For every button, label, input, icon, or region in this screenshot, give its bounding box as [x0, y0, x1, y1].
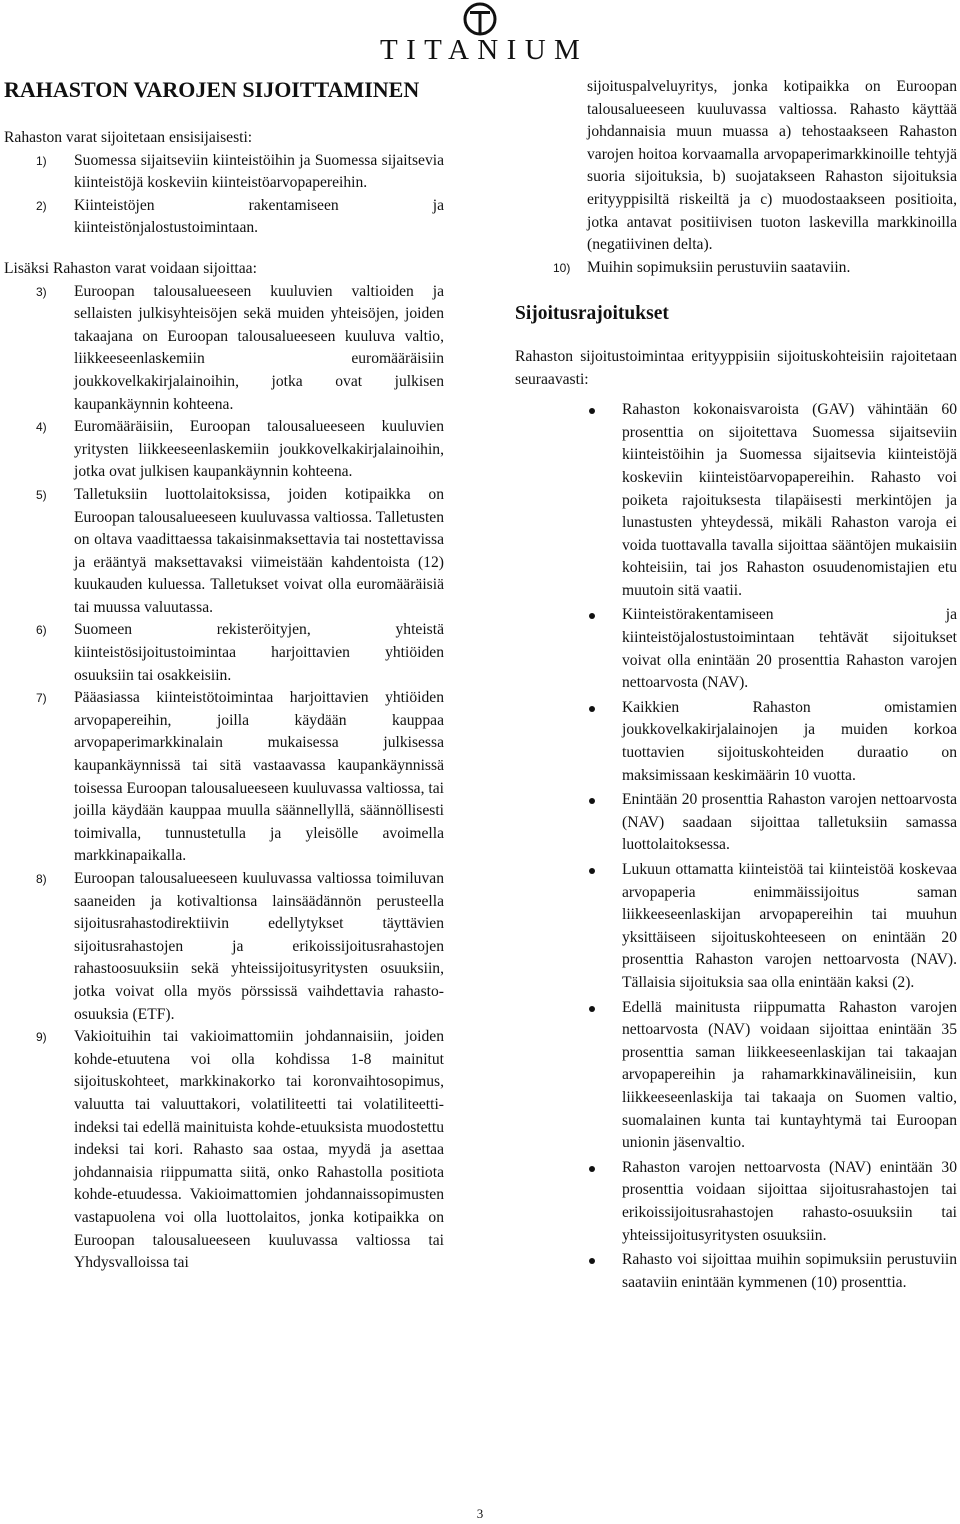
titanium-emblem-icon — [462, 2, 498, 36]
bullet-icon — [589, 1166, 595, 1172]
logo-wordmark: TITANIUM — [380, 34, 589, 66]
bullet-item: Rahasto voi sijoittaa muihin sopimuksiin perustuviin saataviin enintään kymmenen (10) prosenttia. — [515, 1249, 957, 1294]
bullet-item: Lukuun ottamatta kiinteistöä tai kiinteistöä koskevaa arvopaperia enimmäissijoitus saman liikkeeseenlaskijan arvopapereihin tai muuhun yksittäiseen sijoituskohteeseen on enintään 20 prosenttia Rahaston varojen nettoarvosta (NAV). Tällaisia sijoituksia saa olla enintään kaksi (2). — [515, 859, 957, 995]
bullet-icon — [589, 706, 595, 712]
additional-investments-list — [4, 281, 444, 1275]
list-item: 2) Kiinteistöjen rakentamiseen ja kiinteistönjalostustoimintaan. — [36, 196, 444, 237]
list-item: 4) Euromääräisiin, Euroopan talousalueeseen kuuluvien yritysten liikkeeseenlaskemiin joukkovelkakirjalainoihin, jotka ovat julkisen kaupankäynnin kohteena. — [36, 418, 444, 481]
bullet-item: Enintään 20 prosenttia Rahaston varojen nettoarvosta (NAV) saadaan sijoittaa talletuksiin samassa luottolaitoksessa. — [515, 789, 957, 857]
list-item: 9) Vakioituihin tai vakioimattomiin johdannaisiin, joiden kohde-etuutena voi olla kohdissa 1-8 mainitut sijoituskohteet, markkinakorko tai koronvaihtosopimus, valuutta tai valuuttakori, volatiliteetti tai volatiliteetti-indeksi tai edellä mainituista kohde-etuuksista muodostettu indeksi tai kori. Rahasto saa ostaa, myydä ja asettaa johdannaisia riippumatta siitä, onko Rahastolla positiota kohde-etuudessa. Vakioimattomien johdannaissopimusten vastapuolena voi olla luottolaitos, jonka kotipaikka on Euroopan talousalueeseen kuuluvassa valtiossa tai Yhdysvalloissa tai — [36, 1028, 444, 1272]
bullet-item: Rahaston varojen nettoarvosta (NAV) enintään 30 prosenttia voidaan sijoittaa sijoitusrahastojen tai erikoissijoitusrahastojen rahasto-osuuksiin tai yhteissijoitusyritysten osuuksiin. — [515, 1157, 957, 1247]
bullet-icon — [589, 868, 595, 874]
bullet-icon — [589, 1006, 595, 1012]
restrictions-list — [515, 399, 957, 1294]
bullet-item: Rahaston kokonaisvaroista (GAV) vähintään 60 prosenttia on sijoitettava Suomessa sijaitseviin kiinteistöihin ja Suomessa sijaitsevia kiinteistöjä koskeviin kiinteistöarvopapereihin. Rahasto voi poiketa rajoituksesta tilapäisesti merkintöjen ja lunastusten yhteydessä, mikäli Rahaston varoja ei voida tuottavalla tavalla sijoittaa sääntöjen mukaisiin kohteisiin, tai jos Rahaston osuudenomistajien etu muutoin sitä vaatii. — [515, 399, 957, 602]
list-item: 3) Euroopan talousalueeseen kuuluvien valtioiden ja sellaisten julkisyhteisöjen sekä muiden yhteisöjen, joiden takaajana on Euroopan talousalueeseen kuuluva valtio, liikkeeseenlaskemiin euromääräisiin joukkovelkakirjalainoihin, jotka ovat julkisen kaupankäynnin kohteena. — [36, 282, 444, 413]
bullet-item: Kaikkien Rahaston omistamien joukkovelkakirjalainojen ja muiden korkoa tuottavien sijoituskohteiden duraatio on maksimissaan keskimäärin 10 vuotta. — [515, 697, 957, 787]
list-item: 8) Euroopan talousalueeseen kuuluvassa valtiossa toimiluvan saaneiden ja kotivaltionsa lainsäädännön perusteella sijoitusrahastodirektiivin edellytykset täyttävien sijoitusrahastojen ja erikoissijoitusrahastojen rahastoosuuksiin sekä yhteissijoitusyritysten osuuksiin, jotka voivat olla myös pörssissä vaihdettavia rahasto-osuuksia (ETF). — [36, 870, 444, 1023]
titanium-logo — [0, 0, 960, 70]
list-item: 10) Muihin sopimuksiin perustuviin saataviin. — [553, 258, 851, 276]
intro-text-2: Lisäksi Rahaston varat voidaan sijoittaa: — [4, 259, 257, 277]
list-item: 7) Pääasiassa kiinteistötoimintaa harjoittavien yhtiöiden arvopapereihin, joilla käydään kauppaa arvopaperimarkkinalain mukaisessa julkisessa kaupankäynnissä tai sitä vastaavassa kaupankäynnissä toisessa Euroopan talousalueeseen kuuluvassa valtiossa, tai joilla käydään kauppaa muulla säännellyllä, säännöllisesti toimivalla, tunnustetulla ja yleisölle avoimella markkinapaikalla. — [36, 689, 444, 865]
list-item: 6) Suomeen rekisteröityjen, yhteistä kiinteistösijoitustoimintaa harjoittavien yhtiöiden osuuksiin tai osakkeisiin. — [36, 621, 444, 684]
continued-text: sijoituspalveluyritys, jonka kotipaikka on Euroopan talousalueeseen kuuluvassa valtiossa. Rahasto käyttää johdannaisia muun muassa a) tehostaakseen Rahaston varojen hoitoa korvaamalla arvopaperimarkkinoille tehtyjä suoria sijoituksia, b) suojatakseen Rahaston sijoituksia erityyppisiltä riskeiltä ja c) muodostaakseen positioita, jotka antavat positiivisen tuoton laskevilla markkinoilla (negatiivinen delta). — [587, 78, 957, 254]
page-number: 3 — [476, 1506, 484, 1521]
section-heading: RAHASTON VAROJEN SIJOITTAMINEN — [4, 77, 420, 102]
bullet-icon — [589, 613, 595, 619]
primary-investments-list — [4, 150, 444, 240]
intro-text-3: Rahaston sijoitustoimintaa erityyppisiin sijoituskohteisiin rajoitetaan seuraavasti: — [515, 347, 957, 388]
bullet-icon — [589, 798, 595, 804]
continued-list — [515, 257, 957, 280]
bullet-icon — [589, 1258, 595, 1264]
bullet-icon — [589, 408, 595, 414]
list-item: 5) Talletuksiin luottolaitoksissa, joiden kotipaikka on Euroopan talousalueeseen kuuluvassa valtiossa. Talletusten on oltava vaadittaessa takaisinmaksettavia tai nostettavissa ja erääntyä maksettavaksi viimeistään kahdentoista (12) kuukauden kuluessa. Talletukset voivat olla euromääräisiä tai muussa valuutassa. — [36, 485, 444, 616]
subsection-heading: Sijoitusrajoitukset — [515, 303, 669, 325]
bullet-item: Edellä mainitusta riippumatta Rahaston varojen nettoarvosta (NAV) voidaan sijoittaa enintään 35 prosenttia saman liikkeeseenlaskijan tai takaajan arvopapereihin ja rahamarkkinavälineisiin, kun liikkeeseenlaskija tai takaaja on Suomen valtio, suomalainen kunta tai kuntayhtymä tai Euroopan unionin jäsenvaltio. — [515, 997, 957, 1155]
right-column — [515, 76, 957, 1296]
list-item: 1) Suomessa sijaitseviin kiinteistöihin ja Suomessa sijaitsevia kiinteistöjä koskeviin kiinteistöarvopapereihin. — [36, 151, 444, 192]
left-column — [4, 76, 444, 1275]
intro-text: Rahaston varat sijoitetaan ensisijaisesti: — [4, 129, 253, 146]
bullet-item: Kiinteistörakentamiseen ja kiinteistöjalostustoimintaan tehtävät sijoitukset voivat olla enintään 20 prosenttia Rahaston varojen nettoarvosta (NAV). — [515, 604, 957, 694]
